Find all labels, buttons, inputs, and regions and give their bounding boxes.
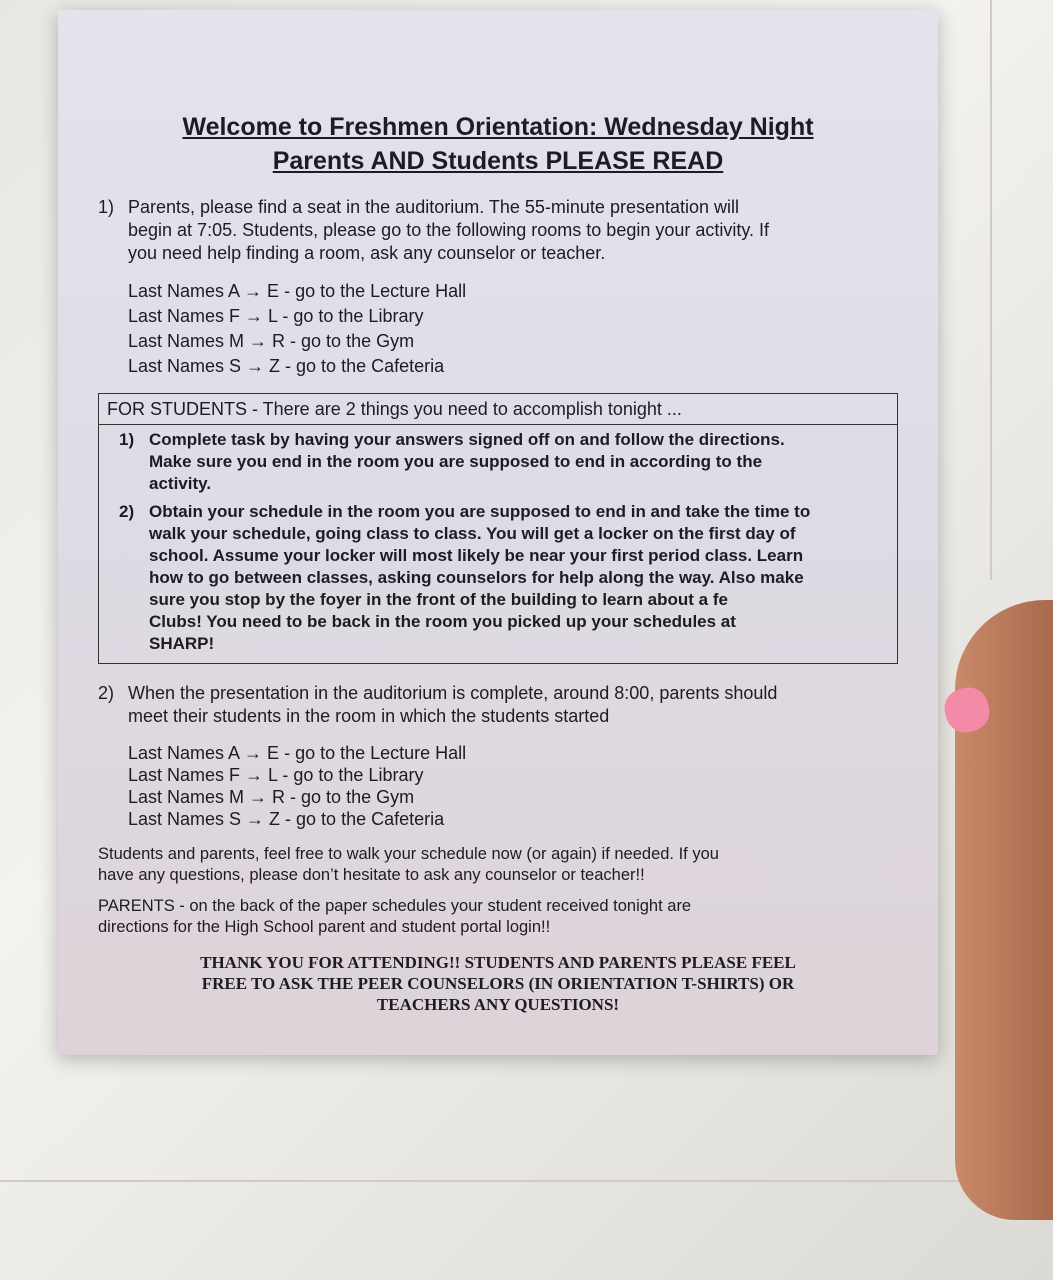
text-line: Obtain your schedule in the room you are supposed to end in and take the time to: [149, 502, 811, 521]
title-line-2: Parents AND Students PLEASE READ: [272, 147, 724, 175]
room-item: Last Names F → L - go to the Library: [128, 306, 424, 326]
text-line: begin at 7:05. Students, please go to the following rooms to begin your activity. If: [128, 220, 770, 240]
task2-number: 2): [119, 502, 135, 521]
parents-note: [98, 896, 898, 938]
text-line: THANK YOU FOR ATTENDING!! STUDENTS AND PARENTS PLEASE FEEL: [200, 953, 796, 972]
task2-text: [149, 501, 885, 655]
room-list: [128, 279, 898, 379]
text-line: walk your schedule, going class to class. You will get a locker on the first day of: [149, 524, 796, 543]
room-list-2: [128, 742, 898, 830]
text-line: FREE TO ASK THE PEER COUNSELORS (IN ORIENTATION T-SHIRTS) OR: [201, 974, 795, 993]
room-item: Last Names M → R - go to the Gym: [128, 331, 415, 351]
item2: [98, 682, 898, 728]
text-line: Students and parents, feel free to walk your schedule now (or again) if needed. If you: [98, 845, 719, 863]
text-line: meet their students in the room in which the students started: [128, 706, 610, 726]
task1-number: 1): [119, 430, 135, 449]
item2-text: [128, 682, 898, 728]
text-line: directions for the High School parent and student portal login!!: [98, 918, 551, 936]
text-line: When the presentation in the auditorium is complete, around 8:00, parents should: [128, 683, 778, 703]
text-line: Parents, please find a seat in the auditorium. The 55-minute presentation will: [128, 197, 740, 217]
text-line: how to go between classes, asking counselors for help along the way. Also make: [149, 568, 804, 587]
text-line: TEACHERS ANY QUESTIONS!: [376, 995, 620, 1014]
item2-number: 2): [98, 683, 115, 703]
title-line-1: Welcome to Freshmen Orientation: Wednesday Night: [182, 113, 814, 141]
room-item: Last Names S → Z - go to the Cafeteria: [128, 809, 445, 829]
text-line: have any questions, please don’t hesitate to ask any counselor or teacher!!: [98, 866, 645, 884]
student-task-1: [99, 425, 897, 497]
text-line: school. Assume your locker will most likely be near your first period class. Learn: [149, 546, 804, 565]
thank-you-note: [98, 952, 898, 1015]
text-line: PARENTS - on the back of the paper schedules your student received tonight are: [98, 897, 692, 915]
room-item: Last Names F → L - go to the Library: [128, 765, 424, 785]
item1-number: 1): [98, 197, 115, 217]
box-heading: FOR STUDENTS - There are 2 things you need to accomplish tonight ...: [99, 394, 897, 425]
text-line: Make sure you end in the room you are supposed to end in according to the: [149, 452, 763, 471]
floor-tile-line: [0, 1180, 1053, 1182]
text-line: Complete task by having your answers signed off on and follow the directions.: [149, 430, 785, 449]
students-box: [98, 393, 898, 664]
text-line: activity.: [149, 474, 212, 493]
task1-text: [149, 429, 885, 495]
wall-tile-line: [990, 0, 992, 580]
orientation-flyer: [58, 10, 938, 1055]
item1: [98, 196, 898, 265]
item1-text: [128, 196, 898, 265]
room-item: Last Names A → E - go to the Lecture Hall: [128, 743, 467, 763]
walk-note: [98, 844, 898, 886]
room-item: Last Names A → E - go to the Lecture Hall: [128, 281, 467, 301]
room-item: Last Names S → Z - go to the Cafeteria: [128, 356, 445, 376]
text-line: sure you stop by the foyer in the front of the building to learn about a fe: [149, 590, 728, 609]
room-item: Last Names M → R - go to the Gym: [128, 787, 415, 807]
student-task-2: [99, 497, 897, 663]
text-line: you need help finding a room, ask any counselor or teacher.: [128, 243, 606, 263]
text-line: SHARP!: [149, 634, 215, 653]
text-line: Clubs! You need to be back in the room you picked up your schedules at: [149, 612, 736, 631]
